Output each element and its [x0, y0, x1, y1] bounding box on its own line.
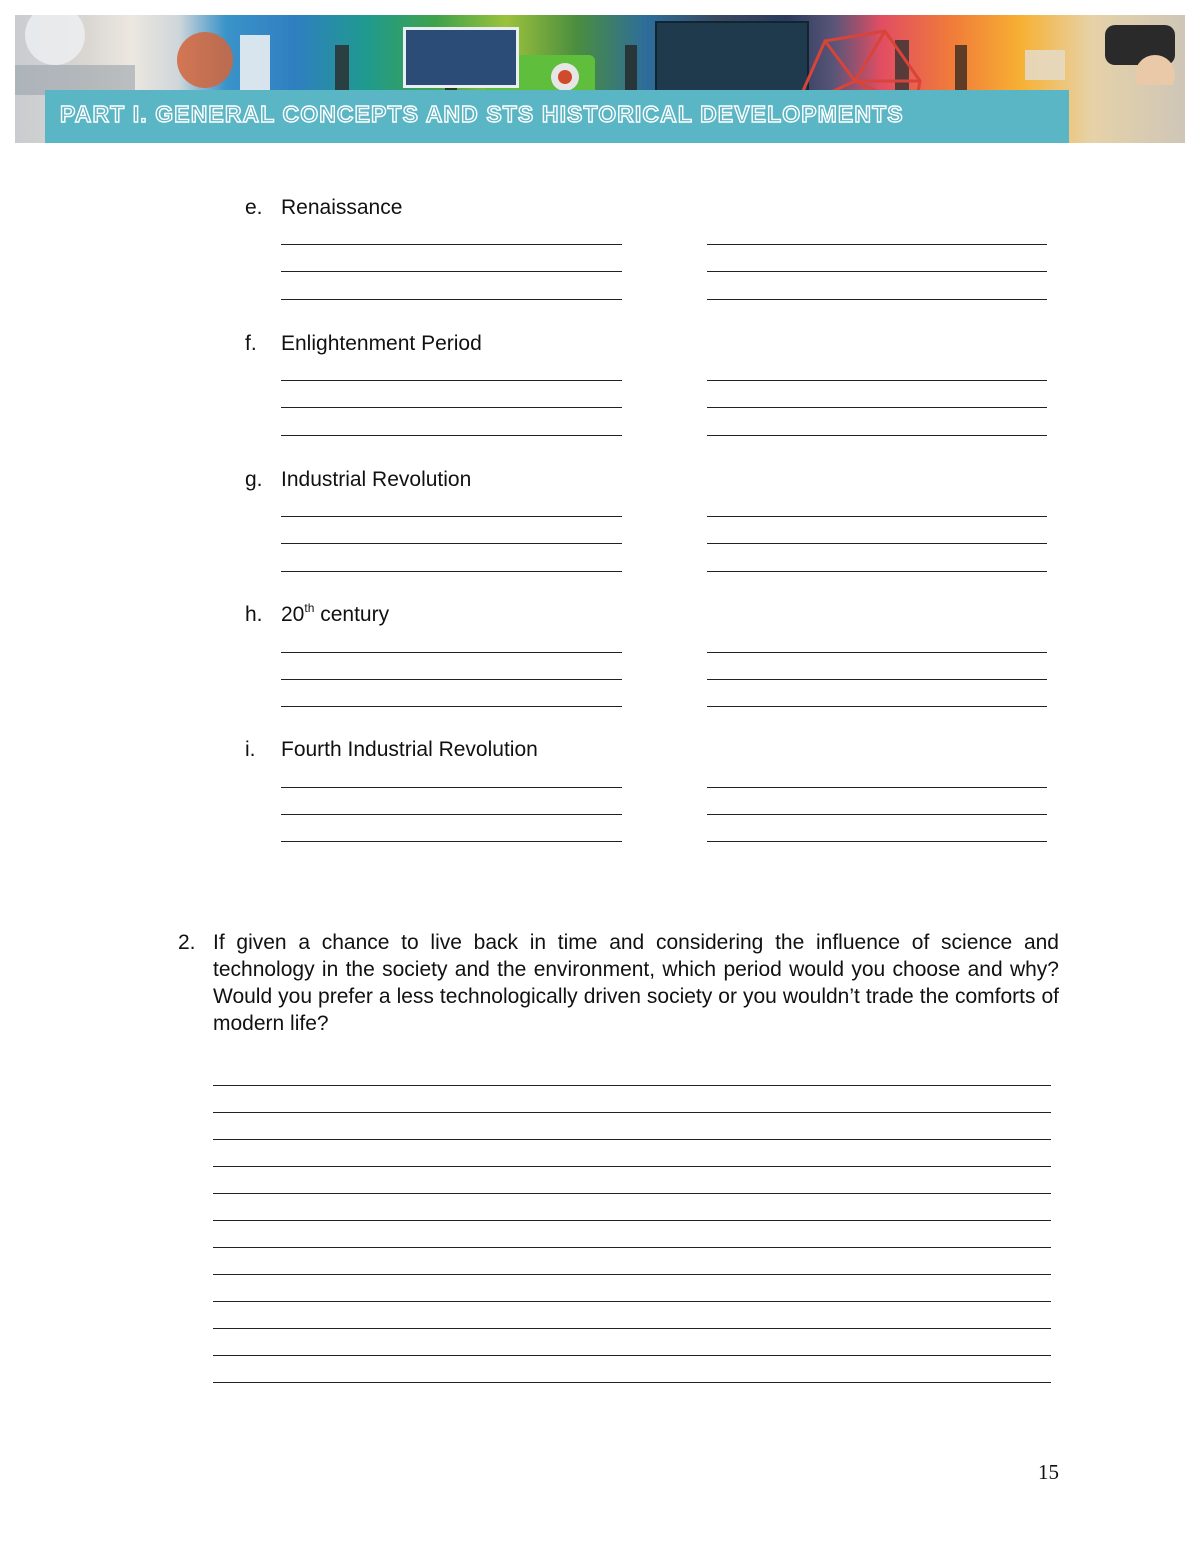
answer-line[interactable] — [707, 706, 1047, 707]
answer-line[interactable] — [707, 244, 1047, 245]
answer-line[interactable] — [281, 652, 622, 653]
item-letter: i. — [245, 738, 256, 761]
item-letter: g. — [245, 468, 263, 491]
item-label-number: 20 — [281, 603, 305, 626]
answer-line[interactable] — [707, 435, 1047, 436]
answer-line[interactable] — [281, 299, 622, 300]
answer-line[interactable] — [707, 787, 1047, 788]
answer-line[interactable] — [281, 787, 622, 788]
banner-title: PART I. GENERAL CONCEPTS AND STS HISTORICAL DEVELOPMENTS — [60, 101, 904, 127]
answer-line[interactable] — [281, 571, 622, 572]
answer-line[interactable] — [707, 814, 1047, 815]
writing-line[interactable] — [213, 1247, 1051, 1248]
answer-line[interactable] — [281, 543, 622, 544]
answer-line[interactable] — [707, 679, 1047, 680]
answer-line[interactable] — [281, 516, 622, 517]
answer-line[interactable] — [707, 571, 1047, 572]
banner-vr-headset-image — [1095, 15, 1185, 85]
item-label: Fourth Industrial Revolution — [281, 738, 538, 761]
answer-line[interactable] — [707, 407, 1047, 408]
answer-line[interactable] — [707, 271, 1047, 272]
answer-line[interactable] — [281, 244, 622, 245]
answer-line[interactable] — [707, 516, 1047, 517]
writing-line[interactable] — [213, 1166, 1051, 1167]
item-letter: h. — [245, 603, 263, 626]
writing-line[interactable] — [213, 1328, 1051, 1329]
writing-line[interactable] — [213, 1301, 1051, 1302]
answer-line[interactable] — [281, 679, 622, 680]
question-text: If given a chance to live back in time and considering the influence of science and technology in the society and the environment, which period would you choose and why? Would you prefer a less technologically driven society or you wouldn’t trade the comforts of modern life? — [213, 931, 1059, 1035]
item-letter: e. — [245, 196, 263, 219]
item-letter: f. — [245, 332, 257, 355]
answer-line[interactable] — [707, 652, 1047, 653]
answer-line[interactable] — [281, 841, 622, 842]
answer-line[interactable] — [707, 841, 1047, 842]
answer-line[interactable] — [281, 706, 622, 707]
writing-line[interactable] — [213, 1193, 1051, 1194]
answer-line[interactable] — [281, 435, 622, 436]
writing-line[interactable] — [213, 1139, 1051, 1140]
item-label-superscript: th — [304, 601, 315, 615]
banner-screen-image — [403, 27, 519, 88]
item-label: Renaissance — [281, 196, 403, 219]
page-number: 15 — [1038, 1460, 1059, 1484]
item-label-suffix: century — [314, 603, 390, 626]
question-number: 2. — [178, 931, 196, 954]
writing-line[interactable] — [213, 1220, 1051, 1221]
answer-line[interactable] — [281, 380, 622, 381]
writing-line[interactable] — [213, 1112, 1051, 1113]
writing-line[interactable] — [213, 1382, 1051, 1383]
item-label: Industrial Revolution — [281, 468, 472, 491]
writing-line[interactable] — [213, 1355, 1051, 1356]
writing-line[interactable] — [213, 1274, 1051, 1275]
answer-line[interactable] — [281, 814, 622, 815]
item-label: Enlightenment Period — [281, 332, 482, 355]
answer-line[interactable] — [707, 543, 1047, 544]
answer-line[interactable] — [281, 271, 622, 272]
writing-line[interactable] — [213, 1085, 1051, 1086]
item-label — [281, 603, 389, 627]
header-banner — [15, 15, 1185, 143]
answer-line[interactable] — [707, 380, 1047, 381]
answer-line[interactable] — [281, 407, 622, 408]
answer-line[interactable] — [707, 299, 1047, 300]
